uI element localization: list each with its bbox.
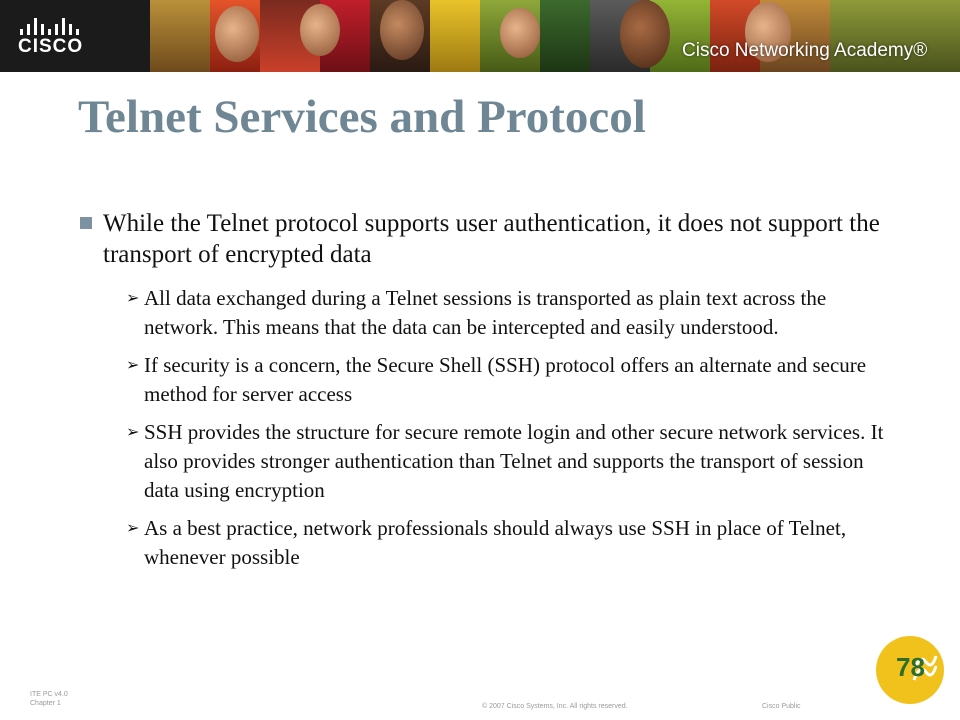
arrow-bullet-icon: ➢	[126, 424, 140, 441]
sub-bullet-text: As a best practice, network professionals should always use SSH in place of Telnet, whenever possible	[144, 516, 847, 569]
banner-face-photo	[300, 4, 340, 56]
footer-classification: Cisco Public	[762, 703, 801, 710]
square-bullet-icon	[80, 217, 92, 229]
cisco-wordmark: CISCO	[18, 36, 84, 57]
banner-photo-strip	[540, 0, 590, 72]
footer-course-info	[30, 690, 68, 708]
cisco-logo	[0, 0, 150, 72]
slide-title: Telnet Services and Protocol	[78, 91, 646, 143]
sub-bullet-text: All data exchanged during a Telnet sessions is transported as plain text across the network. This means that the data can be intercepted and easily understood.	[144, 286, 827, 339]
cisco-bars-icon	[20, 17, 86, 35]
sub-bullet-text: If security is a concern, the Secure Shell (SSH) protocol offers an alternate and secure method for server access	[144, 353, 867, 406]
arrow-bullet-icon: ➢	[126, 357, 140, 374]
arrow-bullet-icon: ➢	[126, 520, 140, 537]
footer-copyright: © 2007 Cisco Systems, Inc. All rights reserved.	[482, 703, 628, 710]
header-banner	[0, 0, 960, 72]
banner-face-photo	[500, 8, 540, 58]
sub-bullet	[78, 514, 898, 572]
sub-bullet-list	[78, 284, 898, 572]
sub-bullet	[78, 284, 898, 342]
footer-course: ITE PC v4.0	[30, 691, 68, 698]
sub-bullet-text: SSH provides the structure for secure remote login and other secure network services. It also provides stronger authentication than Telnet and supports the transport of session data using encryption	[144, 420, 884, 502]
academy-wordmark: Cisco Networking Academy®	[682, 40, 928, 61]
main-bullet	[78, 208, 898, 270]
banner-face-photo	[620, 0, 670, 68]
banner-photo-strip	[150, 0, 210, 72]
sub-bullet	[78, 418, 898, 505]
banner-face-photo	[380, 0, 424, 60]
banner-face-photo	[215, 6, 259, 62]
arrow-bullet-icon: ➢	[126, 290, 140, 307]
sub-bullet	[78, 351, 898, 409]
slide-content	[78, 208, 898, 581]
banner-photo-strip	[430, 0, 480, 72]
footer-chapter: Chapter 1	[30, 700, 61, 707]
page-number: 78	[896, 652, 925, 682]
main-bullet-text: While the Telnet protocol supports user authentication, it does not support the transport of encrypted data	[103, 210, 880, 268]
